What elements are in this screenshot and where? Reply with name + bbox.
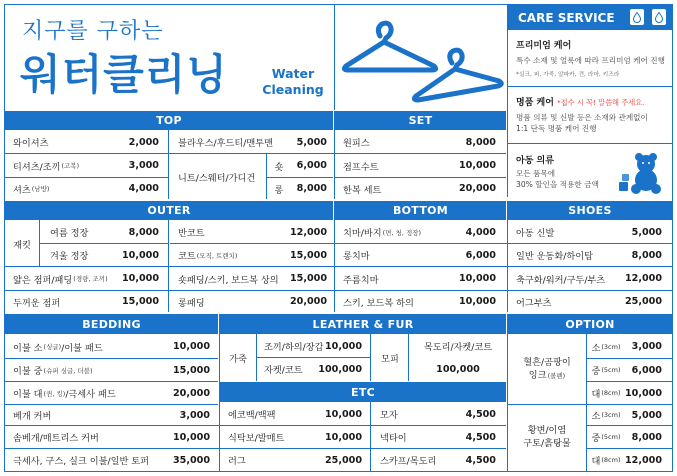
item-price: 25,000 xyxy=(324,454,362,466)
item-name: 반코트 xyxy=(178,228,205,239)
water-drop-icon xyxy=(630,9,644,25)
col-divider xyxy=(507,201,508,312)
col-divider xyxy=(334,111,335,199)
care-divider-line xyxy=(508,143,672,144)
item-price: 6,000 xyxy=(296,160,327,171)
row-divider xyxy=(5,425,506,426)
item-price: 12,000 xyxy=(624,454,662,466)
list-item xyxy=(335,178,445,199)
header-divider xyxy=(334,5,335,110)
luxury-care-desc2: 1:1 단독 명품 케어 진행 xyxy=(516,124,597,133)
size-label: 숏 xyxy=(274,161,284,173)
premium-care-title: 프리미엄 케어 xyxy=(516,41,572,51)
item-name: 에코백/백팩 xyxy=(228,410,276,421)
item-price: 15,000 xyxy=(289,273,327,284)
item-price: 10,000 xyxy=(324,340,362,352)
row-divider xyxy=(266,177,333,178)
luxury-care-note: *접수 시 꼭! 말씀해 주세요. xyxy=(557,98,645,107)
item-name: 베개 커버 xyxy=(13,411,52,422)
size-name: 중 xyxy=(591,433,601,444)
item-name: 이불 소 xyxy=(13,342,43,354)
item-name: 와이셔츠 xyxy=(13,138,49,149)
col-divider xyxy=(219,314,220,471)
luxury-care-desc1: 명품 의류 및 신발 등은 소재와 관계없이 xyxy=(516,113,648,122)
item-note: (모직, 트렌치) xyxy=(196,251,238,260)
title-line1: 지구를 구하는 xyxy=(22,19,164,44)
item-name: 점프수트 xyxy=(343,161,379,173)
list-item xyxy=(335,154,445,177)
item-name: 겨울 정장 xyxy=(50,251,89,262)
knit-group-label: 니트/스웨터/가디건 xyxy=(178,172,256,184)
item-price: 15,000 xyxy=(121,296,159,307)
care-divider-line xyxy=(508,86,672,87)
option-group2-line1: 황변/이염 xyxy=(527,425,567,437)
row-divider xyxy=(586,448,672,449)
hanger-icon xyxy=(340,8,505,108)
list-item xyxy=(170,131,290,153)
size-name: 중 xyxy=(591,366,601,377)
item-price: 8,000 xyxy=(631,431,662,443)
premium-care-desc: 특수 소재 및 얼룩에 따라 프리미엄 케어 진행 xyxy=(516,56,665,65)
item-note: (남방) xyxy=(31,185,50,193)
item-note: (슈퍼 싱글, 더블) xyxy=(43,366,93,375)
item-price: 4,000 xyxy=(465,226,496,238)
item-name: 치마/바지 xyxy=(343,228,382,239)
item-note: (8cm) xyxy=(601,456,621,464)
item-price: 3,000 xyxy=(631,341,662,352)
section-etc-header: ETC xyxy=(220,382,506,402)
size-label: 롱 xyxy=(274,184,284,196)
section-top-header: TOP xyxy=(5,111,333,130)
item-price: 10,000 xyxy=(624,387,662,399)
water-drop-icon xyxy=(652,9,666,25)
col-divider xyxy=(370,402,371,471)
item-name: 조끼/하의/장갑 xyxy=(264,342,324,353)
care-service-title: CARE SERVICE xyxy=(518,10,615,25)
item-name: 숏패딩/스키, 보드복 상의 xyxy=(178,274,279,286)
item-note: (볼펜) xyxy=(547,371,566,380)
item-name: 롱패딩 xyxy=(178,297,205,309)
item-price: 12,000 xyxy=(289,226,327,238)
item-price: 20,000 xyxy=(458,183,496,194)
item-price: 5,000 xyxy=(296,136,327,148)
item-name: 일반 운동화/하이탑 xyxy=(516,251,594,262)
option-group1-line1: 혈흔/곰팡이 xyxy=(523,356,571,368)
row-divider xyxy=(5,266,672,267)
leather-label: 가죽 xyxy=(229,353,247,365)
row-divider xyxy=(586,425,672,426)
kids-care-desc1: 모든 품목에 xyxy=(516,169,556,178)
section-set-header: SET xyxy=(335,111,506,130)
row-divider xyxy=(39,243,168,244)
item-price: 4,500 xyxy=(465,431,496,443)
row-divider xyxy=(586,358,672,359)
col-divider xyxy=(507,314,508,471)
item-note: (싱글) xyxy=(43,343,62,351)
item-price: 100,000 xyxy=(436,363,480,375)
item-price: 3,000 xyxy=(128,160,159,171)
luxury-care-title xyxy=(516,95,644,108)
row-divider xyxy=(5,381,218,382)
section-bottom-header: BOTTOM xyxy=(335,201,506,220)
item-price: 15,000 xyxy=(172,364,210,376)
item-name: 솜베개/매트리스 커버 xyxy=(13,433,99,444)
teddy-bear-icon xyxy=(617,150,667,194)
item-price: 4,000 xyxy=(128,183,159,194)
item-price: 8,000 xyxy=(128,226,159,238)
care-service-header xyxy=(508,5,672,30)
section-option-header: OPTION xyxy=(508,314,672,334)
size-name: 소 xyxy=(591,411,601,422)
item-price: 5,000 xyxy=(631,226,662,238)
item-name-suffix: /극세사 패드 xyxy=(65,389,116,400)
fur-label: 모피 xyxy=(381,353,399,365)
option-group1-line2-wrap xyxy=(529,370,565,383)
item-name: 이불 중 xyxy=(13,366,43,377)
col-divider xyxy=(168,220,169,312)
size-name: 대 xyxy=(591,389,601,400)
title-line2: 워터클리닝 xyxy=(20,50,228,99)
item-name: 블라우스/후드티/맨투맨 xyxy=(178,138,273,149)
item-price: 10,000 xyxy=(172,431,210,443)
item-price: 10,000 xyxy=(324,431,362,443)
size-name: 소 xyxy=(591,342,601,354)
row-divider xyxy=(335,177,506,178)
col-divider xyxy=(39,220,40,266)
item-price: 12,000 xyxy=(624,273,662,284)
item-price: 6,000 xyxy=(465,249,496,261)
option-group2-line2: 구토/흙탕물 xyxy=(523,438,571,449)
row-divider xyxy=(256,357,370,358)
list-item xyxy=(335,131,445,153)
row-divider xyxy=(5,448,506,449)
section-outer-header: OUTER xyxy=(5,201,333,220)
fur-item-name: 목도리/자켓/코트 xyxy=(423,342,493,353)
item-note: (3cm) xyxy=(601,342,621,351)
item-price: 10,000 xyxy=(458,296,496,307)
item-name: 여름 정장 xyxy=(50,228,89,239)
item-name: 어그부츠 xyxy=(516,297,552,309)
item-price: 20,000 xyxy=(289,296,327,307)
list-item xyxy=(335,221,455,243)
kids-care-desc xyxy=(516,168,599,190)
row-divider xyxy=(5,153,506,154)
section-shoes-header: SHOES xyxy=(508,201,672,220)
premium-care-note: *실크, 퍼, 가죽, 알파카, 견, 라마, 키즈라 xyxy=(516,72,620,78)
list-item xyxy=(335,267,455,290)
item-price: 10,000 xyxy=(458,273,496,284)
col-divider xyxy=(370,334,371,381)
item-price: 5,000 xyxy=(631,409,662,421)
item-note: (8cm) xyxy=(601,389,621,397)
item-name: 롱치마 xyxy=(343,251,370,262)
item-name: 모자 xyxy=(380,410,398,421)
item-name: 셔츠 xyxy=(13,184,31,196)
kids-care-title: 아동 의류 xyxy=(516,156,554,166)
item-name: 주름치마 xyxy=(343,274,379,286)
item-name: 자켓/코트 xyxy=(264,365,303,376)
col-divider xyxy=(256,334,257,381)
luxury-care-desc xyxy=(516,112,648,134)
col-divider xyxy=(334,201,335,312)
item-note: (경량, 조끼) xyxy=(73,275,108,283)
row-divider xyxy=(508,404,672,405)
col-divider xyxy=(168,130,169,199)
item-name: 아동 신발 xyxy=(516,228,555,239)
row-divider xyxy=(5,404,218,405)
col-divider xyxy=(266,154,267,199)
item-name: 넥타이 xyxy=(380,433,407,444)
item-price: 10,000 xyxy=(324,408,362,420)
item-price: 4,500 xyxy=(465,454,496,466)
item-price: 10,000 xyxy=(121,273,159,284)
item-price: 8,000 xyxy=(465,136,496,148)
item-price: 10,000 xyxy=(121,249,159,261)
row-divider xyxy=(5,290,672,291)
item-price: 35,000 xyxy=(172,454,210,466)
item-price: 100,000 xyxy=(318,363,362,375)
item-name: 스키, 보드복 하의 xyxy=(343,297,414,309)
item-note: (퀸, 킹) xyxy=(43,389,66,398)
item-price: 2,000 xyxy=(128,136,159,148)
item-note: (고복) xyxy=(61,162,80,170)
jacket-label: 재킷 xyxy=(13,239,31,251)
item-note: (5cm) xyxy=(601,433,621,441)
luxury-care-label: 명품 케어 xyxy=(516,98,554,108)
item-price: 3,000 xyxy=(179,409,210,421)
item-name: 원피스 xyxy=(343,138,370,149)
item-price: 6,000 xyxy=(631,364,662,376)
list-item xyxy=(335,244,455,266)
item-price: 15,000 xyxy=(289,249,327,261)
row-divider xyxy=(5,358,218,359)
item-price: 25,000 xyxy=(624,296,662,307)
item-name: 코트 xyxy=(178,251,196,262)
item-price: 20,000 xyxy=(172,387,210,399)
row-divider xyxy=(5,177,168,178)
size-name: 대 xyxy=(591,456,601,467)
item-name: 식탁보/발매트 xyxy=(228,433,285,444)
row-divider xyxy=(170,243,672,244)
option-group1-line2: 잉크 xyxy=(528,369,547,381)
item-name: 러그 xyxy=(228,456,246,467)
kids-care-desc2: 30% 할인을 적용한 금액 xyxy=(516,180,599,189)
col-divider xyxy=(586,334,587,471)
subtitle-line1: Water xyxy=(271,66,315,81)
subtitle-line2: Cleaning xyxy=(262,81,324,97)
item-name: 두꺼운 점퍼 xyxy=(13,297,61,309)
item-name: 이불 대 xyxy=(13,389,43,400)
item-name: 축구화/워커/구두/부츠 xyxy=(516,274,606,286)
list-item xyxy=(335,291,455,312)
item-name: 스카프/목도리 xyxy=(380,456,437,467)
option-group1-label xyxy=(508,335,586,404)
item-price: 8,000 xyxy=(296,183,327,194)
col-divider xyxy=(408,334,409,381)
item-name: 얇은 점퍼/패딩 xyxy=(13,274,73,286)
item-name: 한복 세트 xyxy=(343,184,382,196)
item-name-suffix: /이불 패드 xyxy=(61,342,103,354)
item-note: (3cm) xyxy=(601,411,621,419)
option-group2-label xyxy=(508,405,586,471)
item-price: 10,000 xyxy=(172,341,210,352)
item-note: (5cm) xyxy=(601,366,621,374)
care-divider xyxy=(507,5,508,197)
item-price: 10,000 xyxy=(458,160,496,171)
section-leather-header: LEATHER & FUR xyxy=(220,314,506,334)
item-note: (면, 청, 정장) xyxy=(382,228,422,237)
item-name: 극세사, 구스, 실크 이불/일반 토퍼 xyxy=(13,456,149,467)
section-bedding-header: BEDDING xyxy=(5,314,218,334)
item-price: 8,000 xyxy=(631,249,662,261)
item-name: 티셔츠/조끼 xyxy=(13,161,61,173)
subtitle xyxy=(252,66,334,97)
item-price: 4,500 xyxy=(465,408,496,420)
row-divider xyxy=(586,381,672,382)
